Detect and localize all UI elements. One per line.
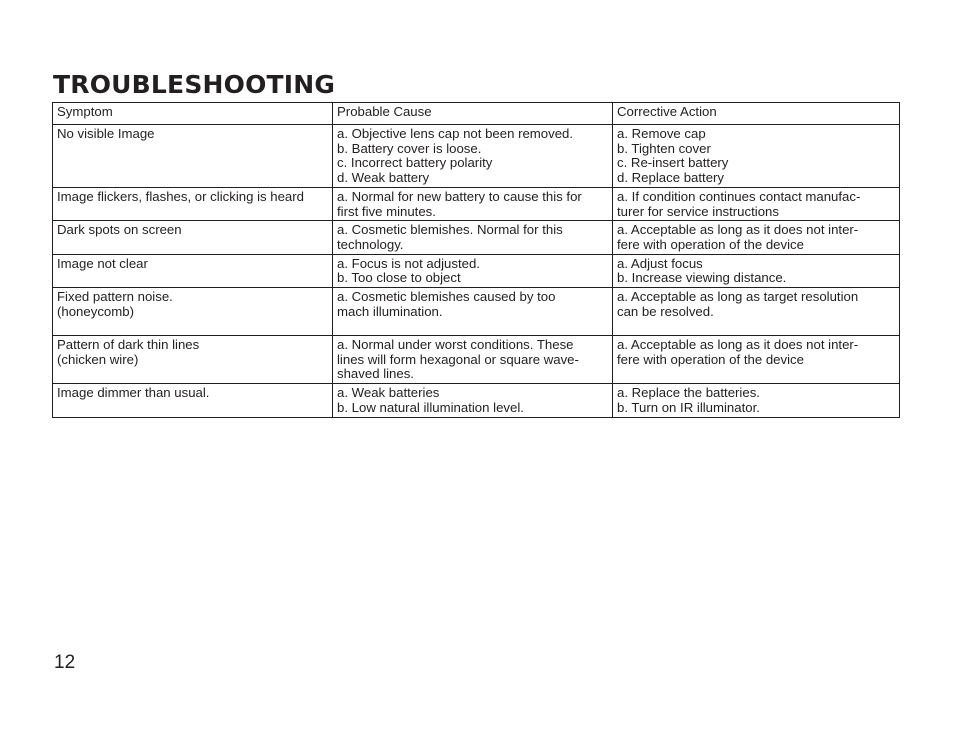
symptom-cell: Image flickers, flashes, or clicking is heard <box>53 187 333 220</box>
cause-cell: a. Focus is not adjusted. b. Too close to object <box>333 254 613 287</box>
action-cell: a. Adjust focus b. Increase viewing distance. <box>613 254 900 287</box>
action-cell: a. If condition continues contact manufac- turer for service instructions <box>613 187 900 220</box>
action-cell: a. Acceptable as long as target resolution can be resolved. <box>613 288 900 336</box>
table-row <box>53 336 900 384</box>
cause-cell: a. Normal for new battery to cause this for first five minutes. <box>333 187 613 220</box>
header-probable-cause: Probable Cause <box>333 103 613 125</box>
cause-cell: a. Cosmetic blemishes caused by too mach illumination. <box>333 288 613 336</box>
action-cell: a. Acceptable as long as it does not inter- fere with operation of the device <box>613 336 900 384</box>
table-row <box>53 254 900 287</box>
troubleshooting-table <box>52 102 900 418</box>
cause-cell: a. Cosmetic blemishes. Normal for this technology. <box>333 221 613 254</box>
symptom-cell: Dark spots on screen <box>53 221 333 254</box>
action-cell: a. Acceptable as long as it does not inter- fere with operation of the device <box>613 221 900 254</box>
page-title: TROUBLESHOOTING <box>53 70 336 99</box>
cause-cell: a. Weak batteries b. Low natural illumination level. <box>333 384 613 417</box>
cause-cell: a. Normal under worst conditions. These lines will form hexagonal or square wave- shaved lines. <box>333 336 613 384</box>
symptom-cell: Pattern of dark thin lines (chicken wire) <box>53 336 333 384</box>
table-row <box>53 384 900 417</box>
page-number: 12 <box>54 652 76 673</box>
table-row <box>53 288 900 336</box>
action-cell: a. Replace the batteries. b. Turn on IR illuminator. <box>613 384 900 417</box>
table-row <box>53 125 900 188</box>
table-row <box>53 187 900 220</box>
symptom-cell: Image dimmer than usual. <box>53 384 333 417</box>
symptom-cell: Fixed pattern noise. (honeycomb) <box>53 288 333 336</box>
symptom-cell: Image not clear <box>53 254 333 287</box>
table-header-row <box>53 103 900 125</box>
table-row <box>53 221 900 254</box>
header-symptom: Symptom <box>53 103 333 125</box>
symptom-cell: No visible Image <box>53 125 333 188</box>
cause-cell: a. Objective lens cap not been removed. b. Battery cover is loose. c. Incorrect battery polarity d. Weak battery <box>333 125 613 188</box>
action-cell: a. Remove cap b. Tighten cover c. Re-insert battery d. Replace battery <box>613 125 900 188</box>
header-corrective-action: Corrective Action <box>613 103 900 125</box>
